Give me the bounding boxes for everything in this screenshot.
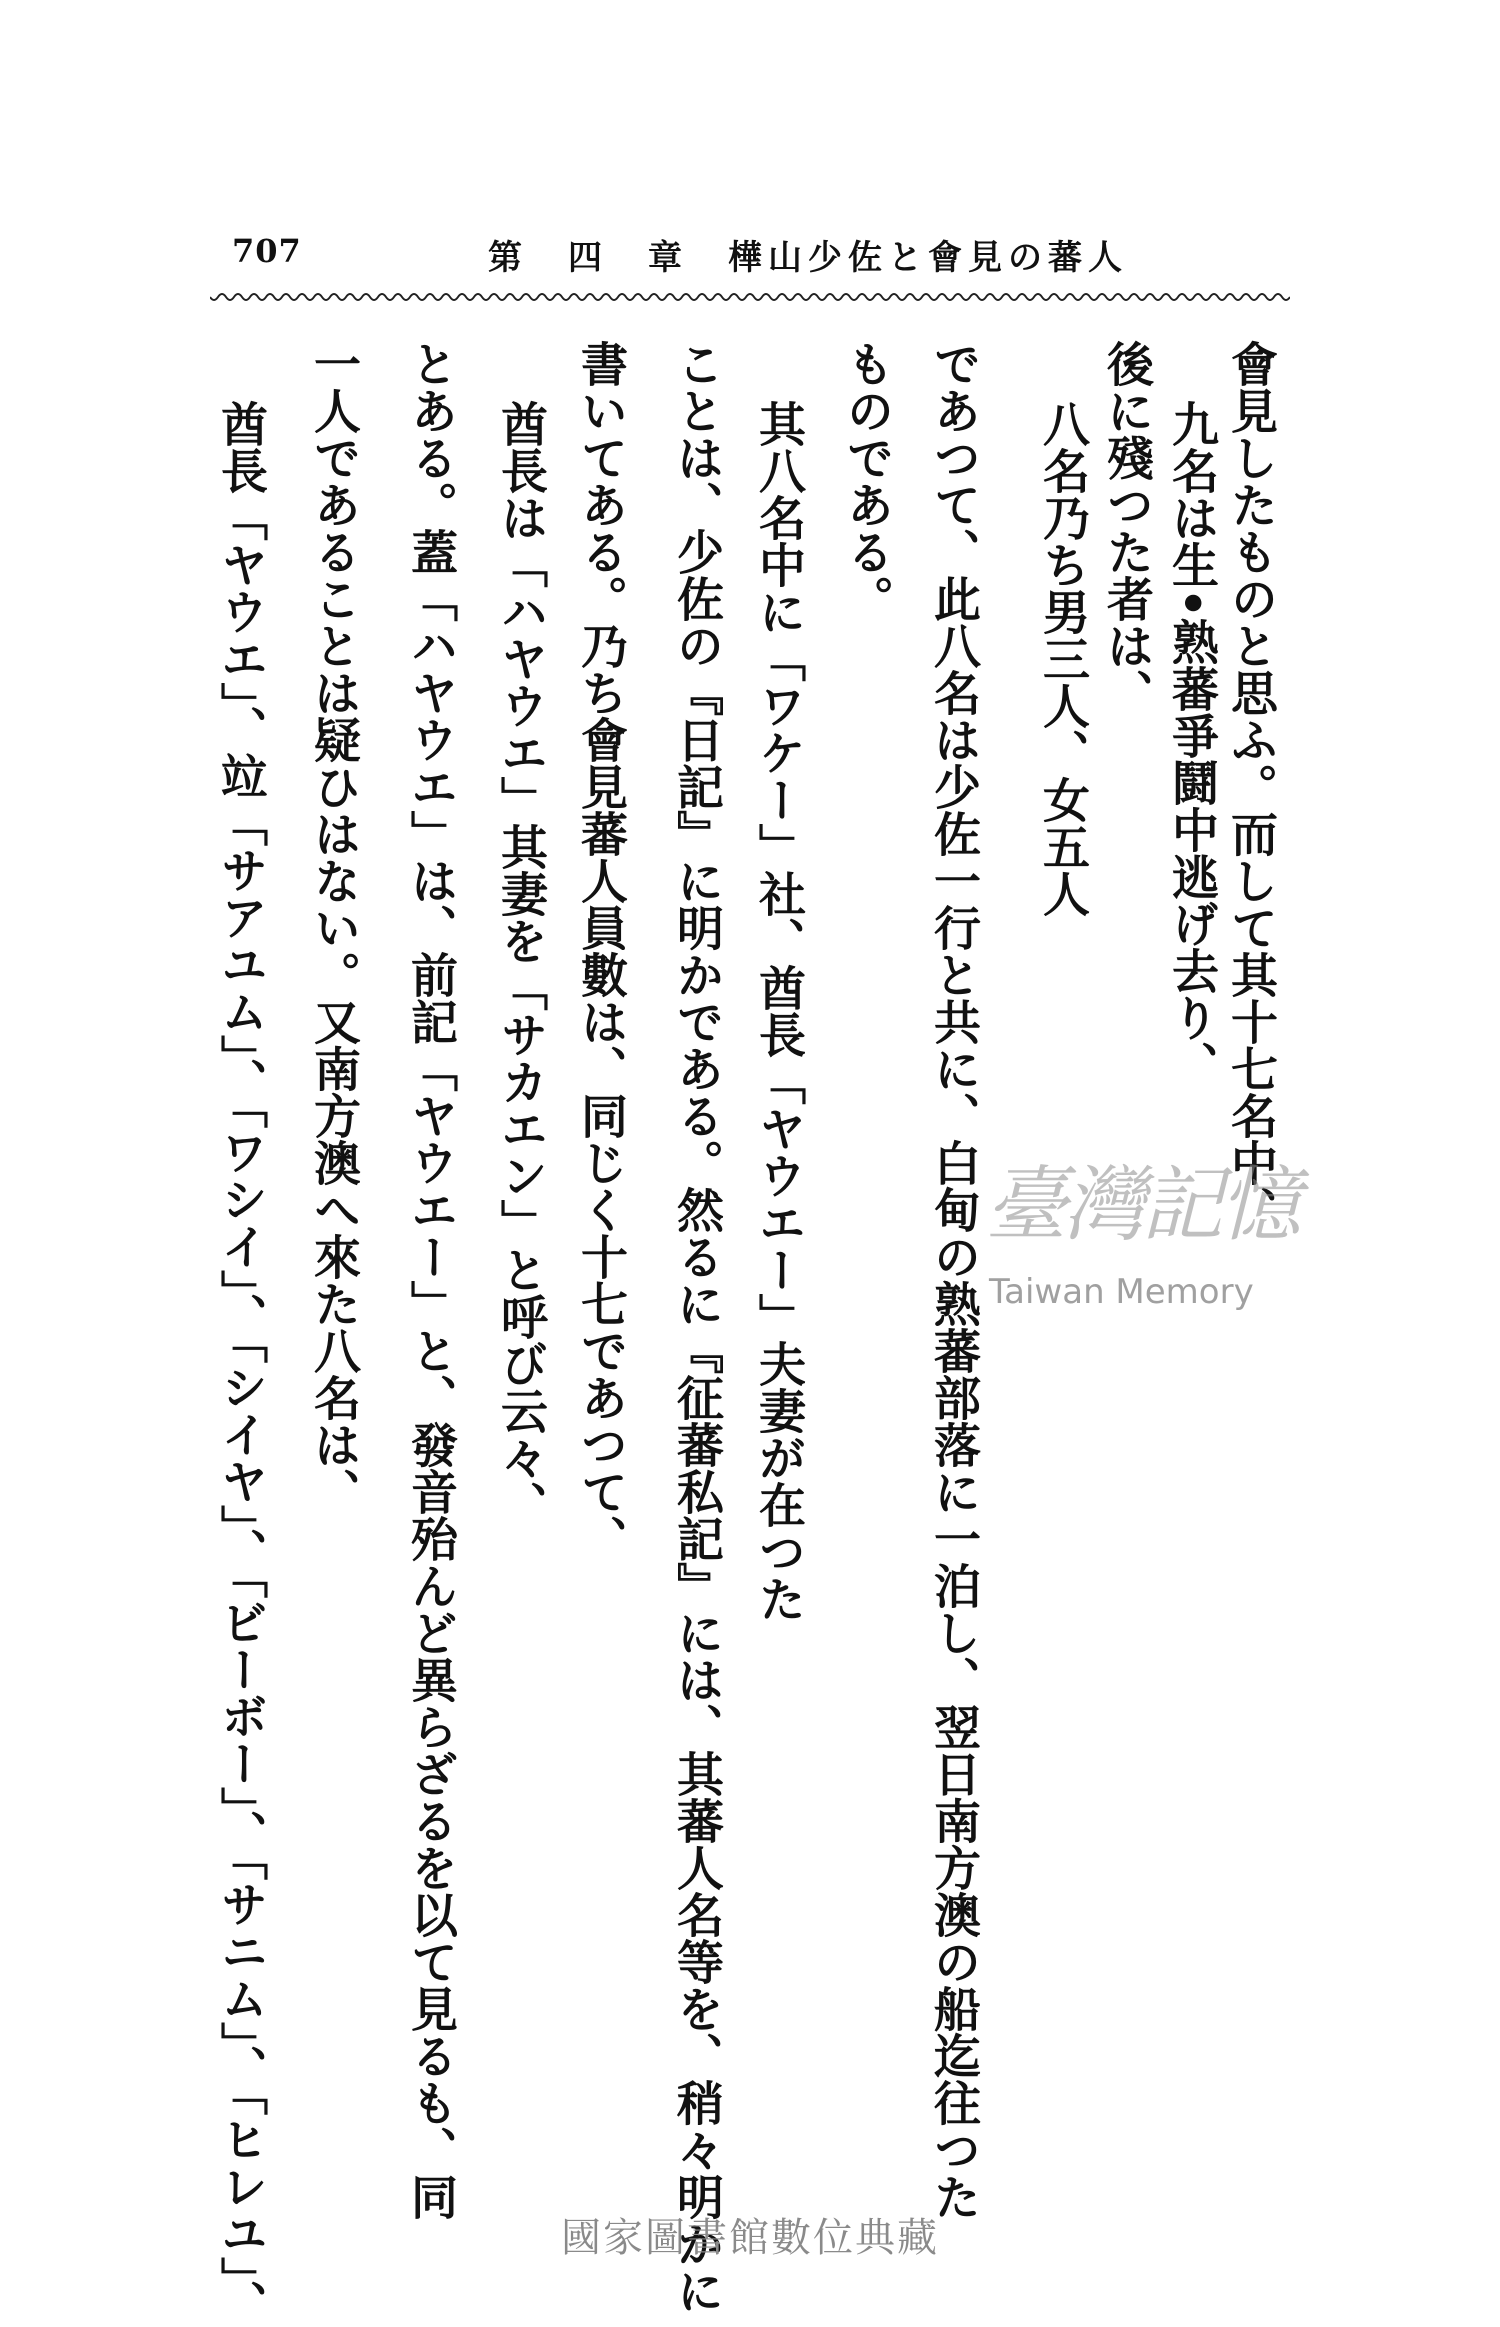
text-column-1: 會見したものと思ふ。而して其十七名中、 xyxy=(1223,340,1278,1233)
text-column-3: 後に殘つた者は、 xyxy=(1099,340,1154,716)
text-column-10: 酋長は「ハヤウエ」其妻を「サカエン」と呼び云々、 xyxy=(493,400,548,1528)
text-column-5: であつて、此八名は少佐一行と共に、白甸の熟蕃部落に一泊し、翌日南方澳の船迄往つた xyxy=(926,340,981,2220)
text-column-2: 九名は生•熟蕃爭鬪中逃げ去り、 xyxy=(1164,400,1219,1089)
watermark-logo-text: 臺灣記憶 xyxy=(985,1158,1297,1253)
text-column-12: 一人であることは疑ひはない。又南方澳へ來た八名は、 xyxy=(306,340,361,1515)
page-number: 707 xyxy=(232,232,302,270)
footer-credit: 國家圖書館數位典藏 xyxy=(561,2215,939,2261)
header-wavy-rule xyxy=(210,290,1290,304)
text-column-9: 書いてある。乃ち會見蕃人員數は、同じく十七であつて、 xyxy=(573,340,628,1562)
text-column-8: ことは、少佐の『日記』に明かである。然るに『征蕃私記』には、其蕃人名等を、稍々明かに xyxy=(669,340,724,2314)
running-head: 第 四 章 樺山少佐と會見の蕃人 xyxy=(488,238,1128,278)
text-column-13: 酋長「ヤウエ」、竝「サアユム」、「ワシイ」、「シイヤ」、「ビーボー」、「サニム」、「ヒレユ」、 xyxy=(213,400,268,2327)
text-column-7: 其八名中に「ワケー」社、酋長「ヤウエー」夫妻が在つた xyxy=(751,400,806,1622)
text-column-4: 八名乃ち男三人、女五人 xyxy=(1035,400,1090,917)
text-column-11: とある。蓋「ハヤウエ」は、前記「ヤウエー」と、發音殆んど異らざるを以て見るも、同 xyxy=(403,340,458,2220)
watermark-caption: Taiwan Memory xyxy=(989,1272,1254,1312)
text-column-6: ものである。 xyxy=(839,340,894,622)
watermark xyxy=(985,1140,1297,1320)
